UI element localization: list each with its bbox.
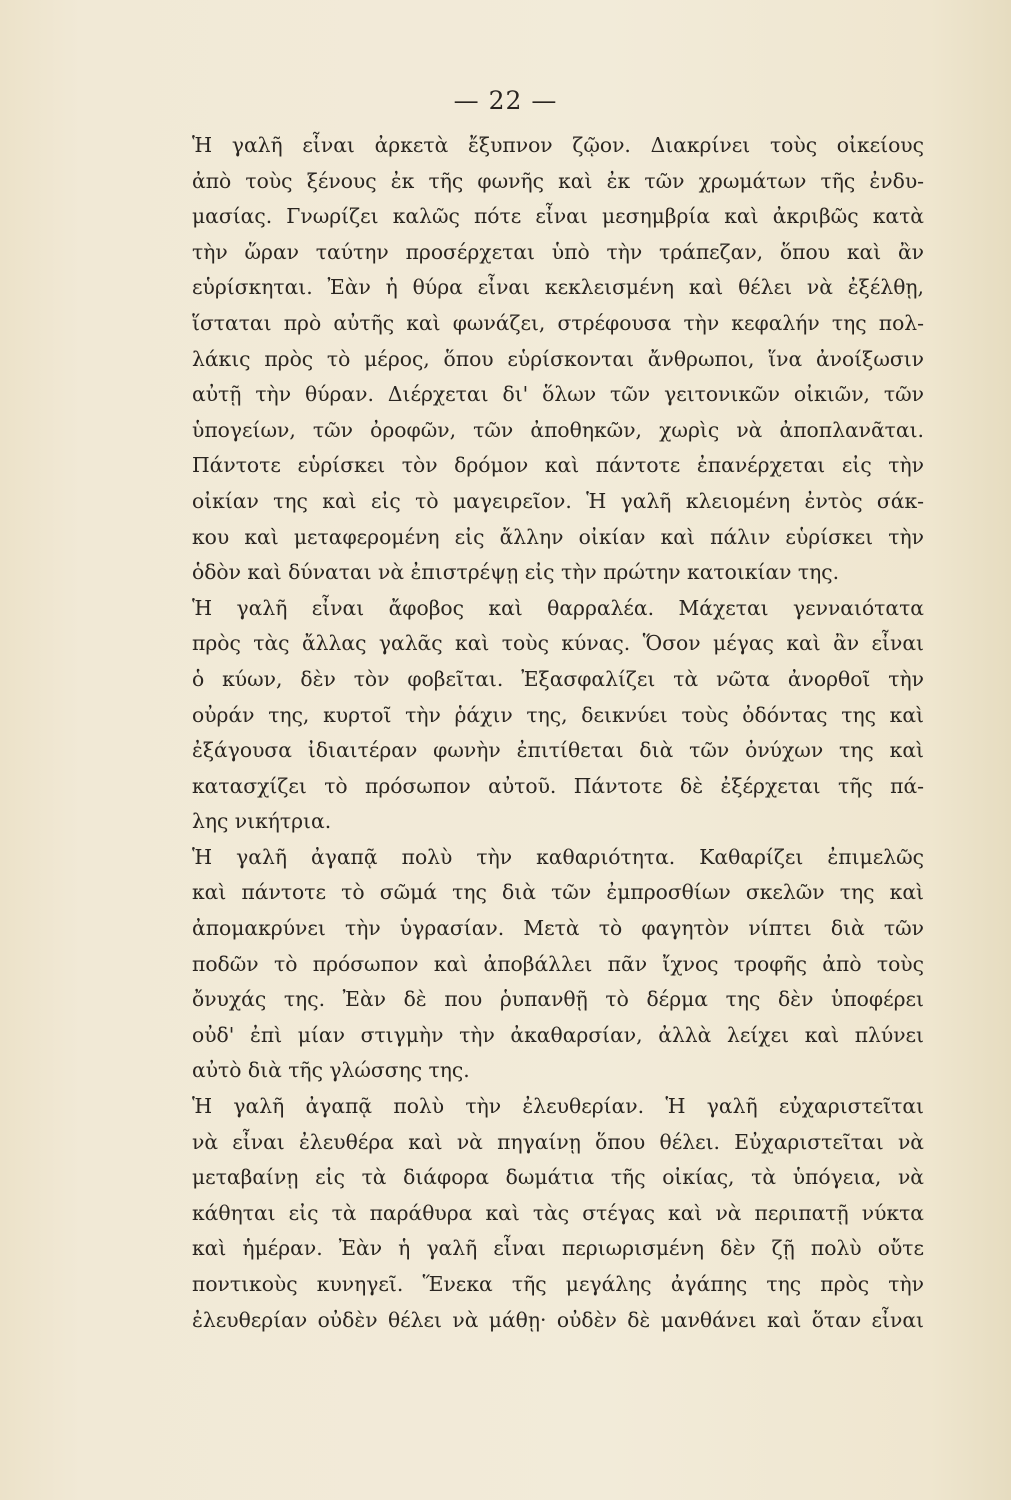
text-line: ἐξάγουσα ἰδιαιτέραν φωνὴν ἐπιτίθεται διὰ τῶν ὀνύχων της καὶ [192,738,924,763]
text-line: καὶ ἡμέραν. Ἐὰν ἡ γαλῆ εἶναι περιωρισμένη δὲν ζῇ πολὺ οὔτε [192,1236,924,1261]
body-text [192,128,924,1338]
text-line: μεταβαίνῃ εἰς τὰ διάφορα δωμάτια τῆς οἰκίας, τὰ ὑπόγεια, νὰ [192,1165,924,1190]
text-line: Ἡ γαλῆ εἶναι ἀρκετὰ ἔξυπνον ζῷον. Διακρίνει τοὺς οἰκείους [192,133,924,157]
text-line: οἰκίαν της καὶ εἰς τὸ μαγειρεῖον. Ἡ γαλῆ κλειομένη ἐντὸς σάκ- [192,488,924,513]
text-line: ὄνυχάς της. Ἐὰν δὲ που ῥυπανθῇ τὸ δέρμα της δὲν ὑποφέρει [192,987,924,1012]
text-line: οὐδ' ἐπὶ μίαν στιγμὴν τὴν ἀκαθαρσίαν, ἀλλὰ λείχει καὶ πλύνει [192,1022,924,1047]
text-line: κατασχίζει τὸ πρόσωπον αὐτοῦ. Πάντοτε δὲ ἐξέρχεται τῆς πά- [192,773,924,798]
text-line: ἐλευθερίαν οὐδὲν θέλει νὰ μάθῃ· οὐδὲν δὲ μανθάνει καὶ ὅταν εἶναι [192,1307,924,1332]
text-line: Ἡ γαλῆ ἀγαπᾷ πολὺ τὴν καθαριότητα. Καθαρίζει ἐπιμελῶς [192,844,924,869]
text-line: ποντικοὺς κυνηγεῖ. Ἕνεκα τῆς μεγάλης ἀγάπης της πρὸς τὴν [192,1272,924,1296]
text-line: κου καὶ μεταφερομένη εἰς ἄλλην οἰκίαν καὶ πάλιν εὑρίσκει τὴν [192,524,924,549]
text-line: αὐτῇ τὴν θύραν. Διέρχεται δι' ὅλων τῶν γειτονικῶν οἰκιῶν, τῶν [192,382,924,407]
text-line: αὐτὸ διὰ τῆς γλώσσης της. [192,1058,470,1083]
text-line: εὑρίσκηται. Ἐὰν ἡ θύρα εἶναι κεκλεισμένη καὶ θέλει νὰ ἐξέλθῃ, [192,275,924,300]
text-line: Ἡ γαλῆ εἶναι ἄφοβος καὶ θαρραλέα. Μάχεται γενναιότατα [192,595,924,620]
text-line: οὐράν της, κυρτοῖ τὴν ῥάχιν της, δεικνύει τοὺς ὀδόντας της καὶ [192,702,924,727]
text-line: πρὸς τὰς ἄλλας γαλᾶς καὶ τοὺς κύνας. Ὅσον μέγας καὶ ἂν εἶναι [192,631,924,656]
text-line: ὁδὸν καὶ δύναται νὰ ἐπιστρέψῃ εἰς τὴν πρώτην κατοικίαν της. [192,560,840,585]
text-line: νὰ εἶναι ἐλευθέρα καὶ νὰ πηγαίνῃ ὅπου θέλει. Εὐχαριστεῖται νὰ [192,1129,924,1154]
text-line: ἀπομακρύνει τὴν ὑγρασίαν. Μετὰ τὸ φαγητὸν νίπτει διὰ τῶν [192,916,924,941]
text-line: μασίας. Γνωρίζει καλῶς πότε εἶναι μεσημβρία καὶ ἀκριβῶς κατὰ [192,204,924,229]
text-line: λάκις πρὸς τὸ μέρος, ὅπου εὑρίσκονται ἄνθρωποι, ἵνα ἀνοίξωσιν [192,346,924,371]
text-line: ὁ κύων, δὲν τὸν φοβεῖται. Ἐξασφαλίζει τὰ νῶτα ἀνορθοῖ τὴν [192,666,924,691]
text-line: λης νικήτρια. [192,809,332,834]
text-line: ὑπογείων, τῶν ὀροφῶν, τῶν ἀποθηκῶν, χωρὶς νὰ ἀποπλανᾶται. [192,417,924,442]
text-line: ἀπὸ τοὺς ξένους ἐκ τῆς φωνῆς καὶ ἐκ τῶν χρωμάτων τῆς ἐνδυ- [192,168,924,193]
page-number: — 22 — [453,86,558,115]
text-line: τὴν ὥραν ταύτην προσέρχεται ὑπὸ τὴν τράπεζαν, ὅπου καὶ ἂν [192,239,924,264]
text-line: Πάντοτε εὑρίσκει τὸν δρόμον καὶ πάντοτε ἐπανέρχεται εἰς τὴν [192,453,924,478]
text-line: Ἡ γαλῆ ἀγαπᾷ πολὺ τὴν ἐλευθερίαν. Ἡ γαλῆ εὐχαριστεῖται [192,1094,924,1119]
text-line: καὶ πάντοτε τὸ σῶμά της διὰ τῶν ἐμπροσθίων σκελῶν της καὶ [192,880,924,905]
text-line: κάθηται εἰς τὰ παράθυρα καὶ τὰς στέγας καὶ νὰ περιπατῇ νύκτα [192,1200,924,1225]
text-line: ἵσταται πρὸ αὐτῆς καὶ φωνάζει, στρέφουσα τὴν κεφαλήν της πολ- [192,310,924,335]
text-line: ποδῶν τὸ πρόσωπον καὶ ἀποβάλλει πᾶν ἴχνος τροφῆς ἀπὸ τοὺς [192,951,924,976]
